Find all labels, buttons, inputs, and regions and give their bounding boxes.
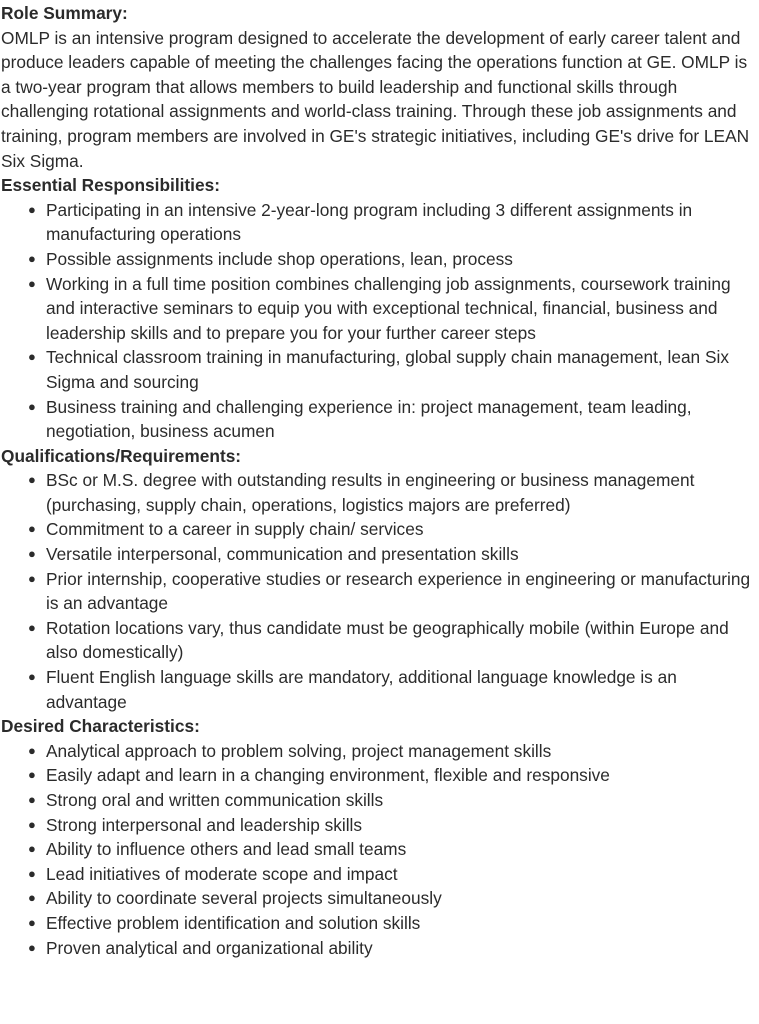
list-item	[1, 837, 756, 862]
list-item	[1, 665, 756, 714]
bullet-icon: ●	[28, 767, 36, 783]
role-summary-text: OMLP is an intensive program designed to accelerate the development of early career talent and produce leaders capable of meeting the challenges facing the operations function at GE. OMLP is a two-year program that allows members to build leadership and functional skills through challenging rotational assignments and world-class training. Through these job assignments and training, program members are involved in GE's strategic initiatives, including GE's drive for LEAN Six Sigma.	[1, 27, 750, 171]
bullet-icon: ●	[28, 619, 36, 635]
bullet-icon: ●	[28, 546, 36, 562]
list-item	[1, 886, 756, 911]
list-item-text: Analytical approach to problem solving, project management skills	[46, 740, 552, 761]
list-item	[1, 616, 756, 665]
desired-characteristics-list	[1, 739, 756, 960]
responsibilities-heading: Essential Responsibilities:	[1, 175, 220, 196]
list-item	[1, 813, 756, 838]
list-item	[1, 517, 756, 542]
list-item	[1, 345, 756, 394]
bullet-icon: ●	[28, 939, 36, 955]
list-item-text: Easily adapt and learn in a changing environment, flexible and responsive	[46, 765, 610, 786]
list-item-text: Effective problem identification and solution skills	[46, 912, 421, 933]
list-item	[1, 542, 756, 567]
list-item-text: Ability to influence others and lead small teams	[46, 839, 407, 860]
list-item-text: Technical classroom training in manufacturing, global supply chain management, lean Six Sigma and sourcing	[46, 347, 729, 392]
list-item-text: Versatile interpersonal, communication and presentation skills	[46, 544, 519, 565]
qualifications-list	[1, 468, 756, 714]
qualifications-heading: Qualifications/Requirements:	[1, 445, 242, 466]
bullet-icon: ●	[28, 669, 36, 685]
list-item-text: BSc or M.S. degree with outstanding results in engineering or business management (purchasing, supply chain, operations, logistics majors are preferred)	[46, 470, 695, 515]
list-item-text: Fluent English language skills are mandatory, additional language knowledge is an advantage	[46, 667, 677, 712]
list-item-text: Lead initiatives of moderate scope and impact	[46, 863, 398, 884]
bullet-icon: ●	[28, 570, 36, 586]
list-item	[1, 198, 756, 247]
list-item-text: Rotation locations vary, thus candidate must be geographically mobile (within Europe and also domestically)	[46, 617, 729, 663]
list-item-text: Strong interpersonal and leadership skills	[46, 814, 363, 835]
list-item-text: Ability to coordinate several projects simultaneously	[46, 888, 442, 909]
list-item	[1, 567, 756, 616]
list-item	[1, 395, 756, 444]
list-item-text: Participating in an intensive 2-year-long program including 3 different assignments in manufacturing operations	[46, 199, 693, 245]
role-summary-heading: Role Summary:	[1, 3, 128, 23]
bullet-icon: ●	[28, 742, 36, 758]
list-item-text: Proven analytical and organizational ability	[46, 937, 373, 958]
list-item	[1, 936, 756, 961]
bullet-icon: ●	[28, 398, 36, 414]
bullet-icon: ●	[28, 250, 36, 266]
bullet-icon: ●	[28, 521, 36, 537]
bullet-icon: ●	[28, 275, 36, 291]
bullet-icon: ●	[28, 841, 36, 857]
bullet-icon: ●	[28, 349, 36, 365]
bullet-icon: ●	[28, 201, 36, 217]
list-item-text: Prior internship, cooperative studies or research experience in engineering or manufacturing is an advantage	[46, 568, 751, 614]
bullet-icon: ●	[28, 472, 36, 488]
list-item-text: Business training and challenging experience in: project management, team leading, negotiation, business acumen	[46, 396, 692, 442]
list-item-text: Working in a full time position combines challenging job assignments, coursework training and interactive seminars to equip you with exceptional technical, financial, business and leadership skills and to prepare you for your further career steps	[46, 273, 731, 343]
list-item	[1, 272, 756, 346]
list-item	[1, 862, 756, 887]
bullet-icon: ●	[28, 890, 36, 906]
list-item-text: Possible assignments include shop operations, lean, process	[46, 248, 513, 269]
list-item	[1, 911, 756, 936]
desired-characteristics-heading: Desired Characteristics:	[1, 716, 200, 737]
list-item	[1, 247, 756, 272]
bullet-icon: ●	[28, 914, 36, 930]
bullet-icon: ●	[28, 865, 36, 881]
list-item	[1, 763, 756, 788]
list-item	[1, 788, 756, 813]
list-item-text: Commitment to a career in supply chain/ services	[46, 519, 424, 540]
responsibilities-list	[1, 198, 756, 444]
bullet-icon: ●	[28, 792, 36, 807]
bullet-icon: ●	[28, 816, 36, 832]
list-item	[1, 468, 756, 517]
list-item	[1, 739, 756, 764]
list-item-text: Strong oral and written communication skills	[46, 790, 384, 810]
